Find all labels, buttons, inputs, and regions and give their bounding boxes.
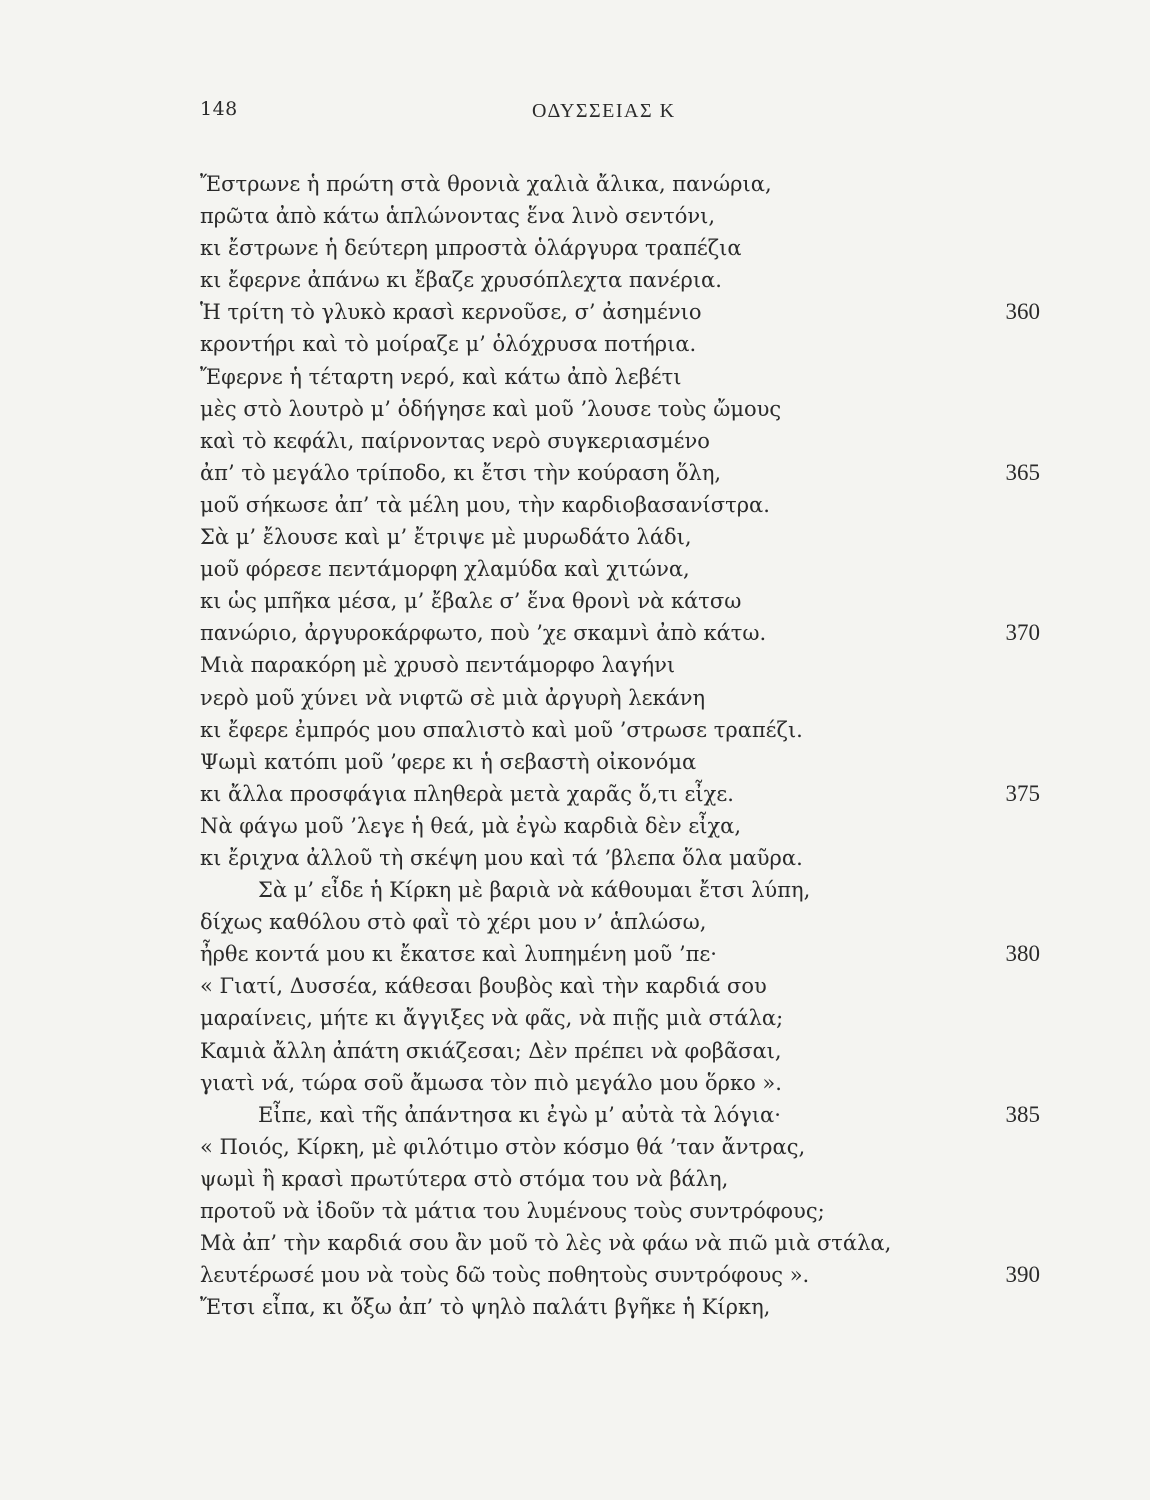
verse-line: [200, 1195, 1050, 1227]
verse-line: [200, 1067, 1050, 1099]
verse-text: πανώριο, ἀργυροκάρφωτο, ποὺ ’χε σκαμνὶ ἀπὸ κάτω.: [200, 621, 767, 646]
verse-text: Μιὰ παρακόρη μὲ χρυσὸ πεντάμορφο λαγήνι: [200, 653, 676, 678]
line-number: 385: [1005, 1101, 1040, 1127]
verse-line: [200, 425, 1050, 457]
line-number: 390: [1005, 1262, 1040, 1288]
verse-text: Καμιὰ ἄλλη ἀπάτη σκιάζεσαι; Δὲν πρέπει νὰ φοβᾶσαι,: [200, 1038, 782, 1063]
verse-text: κι ἔστρωνε ἡ δεύτερη μπροστὰ ὁλάργυρα τραπέζια: [200, 236, 742, 261]
verse-text: Σὰ μ’ ἔλουσε καὶ μ’ ἔτριψε μὲ μυρωδάτο λάδι,: [200, 525, 692, 550]
verse-line: [200, 970, 1050, 1002]
running-head: ΟΔΥΣΣΕΙΑΣ Κ: [532, 100, 676, 122]
page-number: 148: [200, 98, 238, 120]
verse-text: καὶ τὸ κεφάλι, παίρνοντας νερὸ συγκεριασμένο: [200, 428, 710, 453]
verse-text: μοῦ σήκωσε ἀπ’ τὰ μέλη μου, τὴν καρδιοβασανίστρα.: [200, 492, 770, 517]
verse-text: Νὰ φάγω μοῦ ’λεγε ἡ θεά, μὰ ἐγὼ καρδιὰ δὲν εἶχα,: [200, 813, 742, 838]
verse-line: [200, 617, 1050, 649]
verse-line: [200, 168, 1050, 200]
verse-line: [200, 296, 1050, 328]
verse-line: [200, 874, 1050, 906]
verse-text: προτοῦ νὰ ἰδοῦν τὰ μάτια του λυμένους τοὺς συντρόφους;: [200, 1199, 825, 1223]
verse-text: Ψωμὶ κατόπι μοῦ ’φερε κι ἡ σεβαστὴ οἰκονόμα: [200, 749, 697, 774]
verse-line: [200, 649, 1050, 681]
line-number: 370: [1005, 620, 1040, 646]
line-number: 365: [1005, 459, 1040, 485]
verse-text: μὲς στὸ λουτρὸ μ’ ὁδήγησε καὶ μοῦ ’λουσε τοὺς ὤμους: [200, 396, 782, 421]
verse-line: [200, 682, 1050, 714]
verse-line: [200, 778, 1050, 810]
verse-text: μαραίνεις, μήτε κι ἄγγιξες νὰ φᾶς, νὰ πιῇς μιὰ στάλα;: [200, 1006, 784, 1031]
verse-text: « Γιατί, Δυσσέα, κάθεσαι βουβὸς καὶ τὴν καρδιά σου: [200, 974, 767, 999]
verse-line: [200, 810, 1050, 842]
verse-text: νερὸ μοῦ χύνει νὰ νιφτῶ σὲ μιὰ ἀργυρὴ λεκάνη: [200, 685, 706, 710]
verse-text: λευτέρωσέ μου νὰ τοὺς δῶ τοὺς ποθητοὺς συντρόφους ».: [200, 1263, 810, 1288]
verse-line: [200, 842, 1050, 874]
verse-text: κι ὡς μπῆκα μέσα, μ’ ἔβαλε σ’ ἕνα θρονὶ νὰ κάτσω: [200, 589, 742, 614]
verse-text: Ἡ τρίτη τὸ γλυκὸ κρασὶ κερνοῦσε, σ’ ἀσημένιο: [200, 300, 702, 325]
verse-text: Ἔτσι εἶπα, κι ὄξω ἀπ’ τὸ ψηλὸ παλάτι βγῆκε ἡ Κίρκη,: [200, 1295, 771, 1320]
verse-line: [200, 553, 1050, 585]
verse-line: [200, 200, 1050, 232]
verse-line: [200, 393, 1050, 425]
verse-text: Ἔφερνε ἡ τέταρτη νερό, καὶ κάτω ἀπὸ λεβέτι: [200, 364, 682, 389]
verse-line: [200, 938, 1050, 970]
verse-line: [200, 457, 1050, 489]
verse-line: [200, 1099, 1050, 1131]
verse-line: [200, 1035, 1050, 1067]
verse-line: [200, 264, 1050, 296]
verse-text: ἀπ’ τὸ μεγάλο τρίποδο, κι ἔτσι τὴν κούραση ὅλη,: [200, 460, 722, 485]
verse-line: [200, 328, 1050, 360]
verse-line: [200, 1002, 1050, 1034]
verse-line: [200, 489, 1050, 521]
verse-line: [200, 232, 1050, 264]
verse-line: [200, 714, 1050, 746]
verse-text: Σὰ μ’ εἶδε ἡ Κίρκη μὲ βαριὰ νὰ κάθουμαι ἔτσι λύπη,: [258, 878, 811, 903]
verse-line: [200, 746, 1050, 778]
verse-text: κι ἔφερε ἐμπρός μου σπαλιστὸ καὶ μοῦ ’στρωσε τραπέζι.: [200, 717, 803, 742]
verse-text: Μὰ ἀπ’ τὴν καρδιά σου ἂν μοῦ τὸ λὲς νὰ φάω νὰ πιῶ μιὰ στάλα,: [200, 1231, 892, 1256]
verse-text: Ἔστρωνε ἡ πρώτη στὰ θρονιὰ χαλιὰ ἄλικα, πανώρια,: [200, 172, 772, 196]
verse-text: κροντήρι καὶ τὸ μοίραζε μ’ ὁλόχρυσα ποτήρια.: [200, 332, 697, 357]
verse-text: δίχως καθόλου στὸ φαῒ τὸ χέρι μου ν’ ἁπλώσω,: [200, 910, 707, 935]
line-number: 380: [1005, 941, 1040, 967]
verse-text: Εἶπε, καὶ τῆς ἀπάντησα κι ἐγὼ μ’ αὐτὰ τὰ λόγια·: [258, 1102, 781, 1127]
verse-text: πρῶτα ἀπὸ κάτω ἁπλώνοντας ἕνα λινὸ σεντόνι,: [200, 204, 716, 229]
verse-line: [200, 906, 1050, 938]
verse-text: « Ποιός, Κίρκη, μὲ φιλότιμο στὸν κόσμο θά ’ταν ἄντρας,: [200, 1134, 806, 1159]
verse-text: μοῦ φόρεσε πεντάμορφη χλαμύδα καὶ χιτώνα,: [200, 557, 690, 582]
verse-line: [200, 1163, 1050, 1195]
verse-line: [200, 1131, 1050, 1163]
verse-lines: [200, 168, 1050, 1323]
verse-text: ψωμὶ ἢ κρασὶ πρωτύτερα στὸ στόμα του νὰ βάλη,: [200, 1166, 729, 1191]
verse-line: [200, 1227, 1050, 1259]
verse-text: κι ἔφερνε ἀπάνω κι ἔβαζε χρυσόπλεχτα πανέρια.: [200, 268, 722, 293]
verse-line: [200, 1291, 1050, 1323]
line-number: 360: [1005, 299, 1040, 325]
verse-line: [200, 585, 1050, 617]
verse-line: [200, 361, 1050, 393]
verse-text: κι ἔριχνα ἀλλοῦ τὴ σκέψη μου καὶ τά ’βλεπα ὅλα μαῦρα.: [200, 845, 803, 870]
verse-line: [200, 521, 1050, 553]
verse-text: κι ἄλλα προσφάγια πληθερὰ μετὰ χαρᾶς ὅ,τι εἶχε.: [200, 781, 734, 806]
verse-text: γιατὶ νά, τώρα σοῦ ἄμωσα τὸν πιὸ μεγάλο μου ὅρκο ».: [200, 1070, 782, 1095]
verse-text: ἦρθε κοντά μου κι ἔκατσε καὶ λυπημένη μοῦ ’πε·: [200, 942, 717, 967]
verse-line: [200, 1259, 1050, 1291]
line-number: 375: [1005, 780, 1040, 806]
